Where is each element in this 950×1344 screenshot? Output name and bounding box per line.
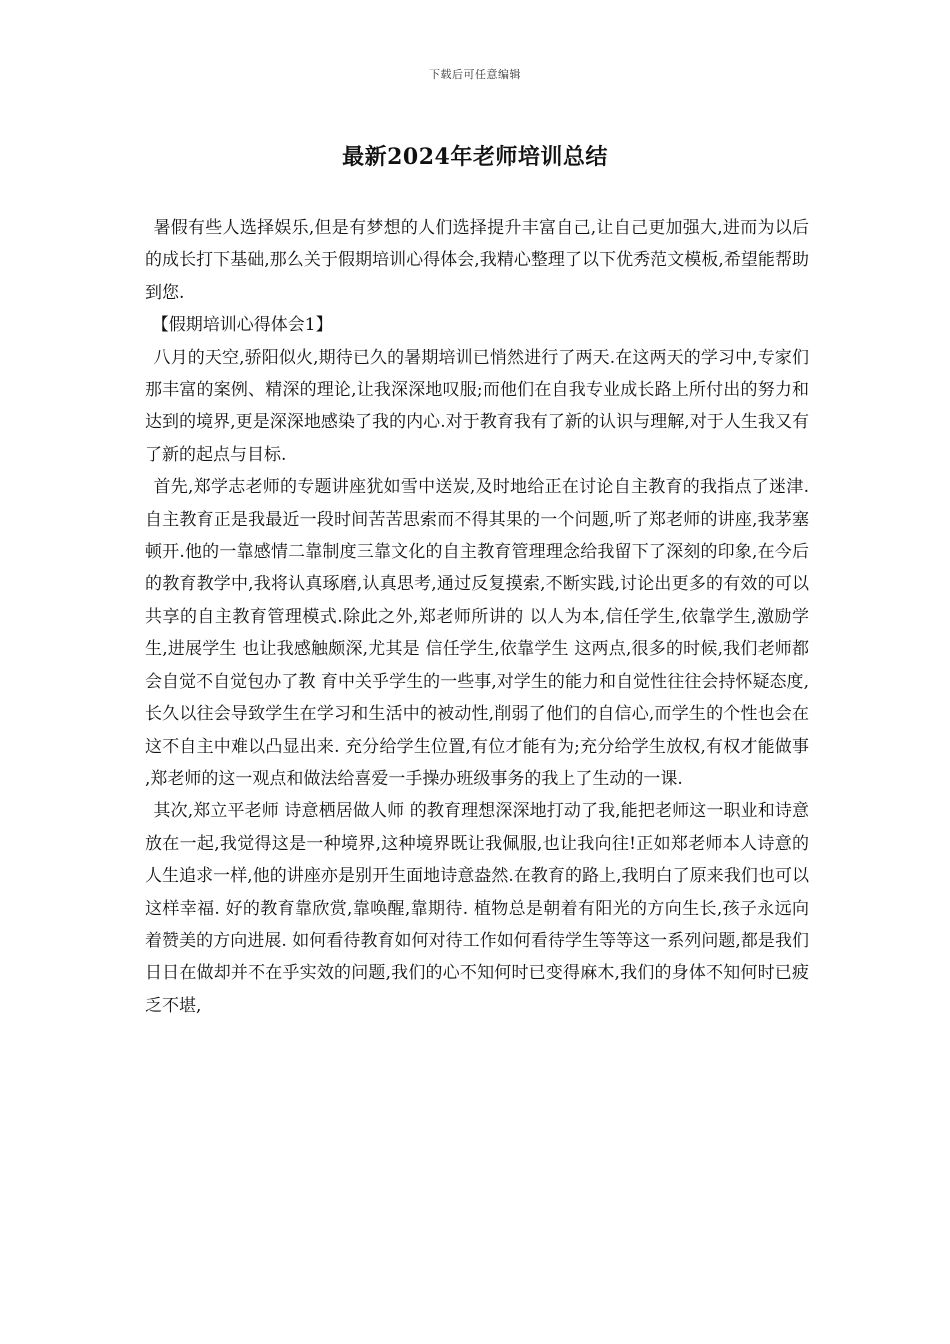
paragraph-august: 八月的天空,骄阳似火,期待已久的暑期培训已悄然进行了两天.在这两天的学习中,专家们那丰富的案例、精深的理论,让我深深地叹服;而他们在自我专业成长路上所付出的努力和达到的境界,更是深深地感染了我的内心.对于教育我有了新的认识与理解,对于人生我又有了新的起点与目标. xyxy=(145,347,809,465)
section-heading: 【假期培训心得体会1】 xyxy=(151,315,333,336)
paragraph-first: 首先,郑学志老师的专题讲座犹如雪中送炭,及时地给正在讨论自主教育的我指点了迷津.自主教育正是我最近一段时间苦苦思索而不得其果的一个问题,听了郑老师的讲座,我茅塞顿开.他的一靠感情二靠制度三靠文化的自主教育管理理念给我留下了深刻的印象,在今后的教育教学中,我将认真琢磨,认真思考,通过反复摸索,不断实践,讨论出更多的有效的可以共享的自主教育管理模式.除此之外,郑老师所讲的 以人为本,信任学生,依靠学生,激励学生,进展学生 也让我感触颇深,尤其是 信任学生,依靠学生 这两点,很多的时候,我们老师都会自觉不自觉包办了教 育中关乎学生的一些事,对学生的能力和自觉性往往会持怀疑态度,长久以往会导致学生在学习和生活中的被动性,削弱了他们的自信心,而学生的个性也会在这不自主中难以凸显出来. 充分给学生位置,有位才能有为;充分给学生放权,有权才能做事 ,郑老师的这一观点和做法给喜爱一手操办班级事务的我上了生动的一课. xyxy=(145,477,809,789)
paragraph-second: 其次,郑立平老师 诗意栖居做人师 的教育理想深深地打动了我,能把老师这一职业和诗意放在一起,我觉得这是一种境界,这种境界既让我佩服,也让我向往!正如郑老师本人诗意的人生追求一样,他的讲座亦是别开生面地诗意盎然.在教育的路上,我明白了原来我们也可以这样幸福. 好的教育靠欣赏,靠唤醒,靠期待. 植物总是朝着有阳光的方向生长,孩子永远向着赞美的方向进展. 如何看待教育如何对待工作如何看待学生等等这一系列问题,都是我们日日在做却并不在乎实效的问题,我们的心不知何时已变得麻木,我们的身体不知何时已疲乏不堪, xyxy=(145,801,809,1016)
paragraph-intro: 暑假有些人选择娱乐,但是有梦想的人们选择提升丰富自己,让自己更加强大,进而为以后的成长打下基础,那么关于假期培训心得体会,我精心整理了以下优秀范文模板,希望能帮助到您. xyxy=(145,218,809,303)
header-note: 下载后可任意编辑 xyxy=(429,68,521,81)
document-body xyxy=(145,212,809,1022)
page-title: 最新2024年老师培训总结 xyxy=(342,144,608,170)
